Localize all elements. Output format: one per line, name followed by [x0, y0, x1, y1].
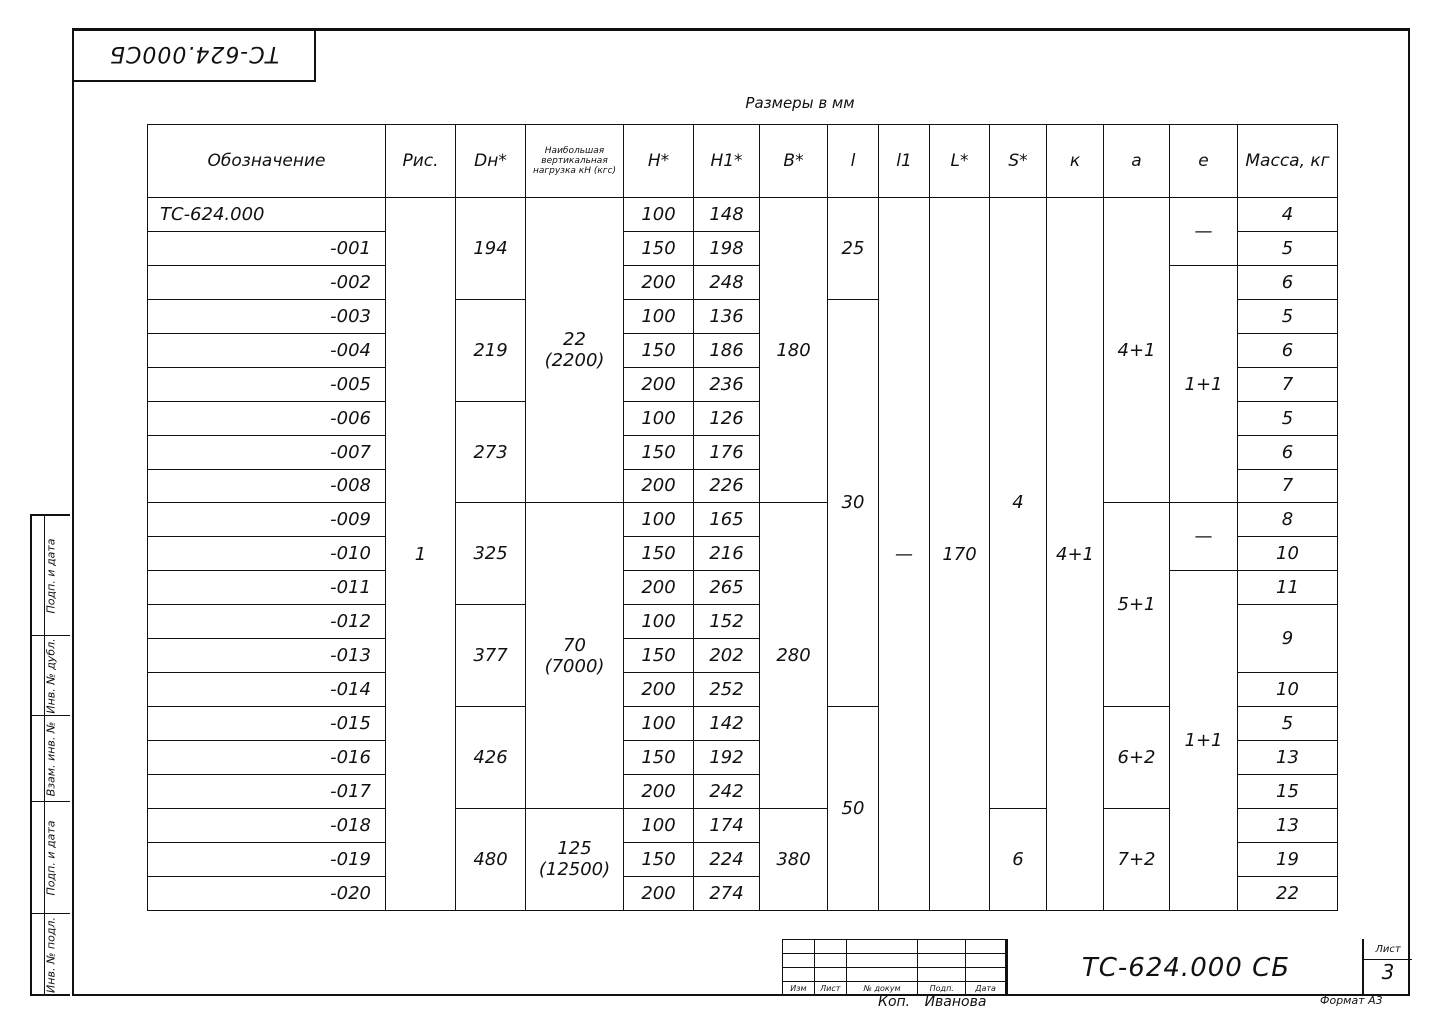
h1-cell: 148: [694, 198, 760, 232]
header-row: [148, 125, 1338, 198]
h-cell: 200: [624, 876, 694, 910]
designation-cell: -008: [148, 469, 386, 503]
mass-cell: 5: [1238, 401, 1338, 435]
h1-cell: 198: [694, 231, 760, 265]
mass-cell: 6: [1238, 435, 1338, 469]
mass-cell: 10: [1238, 537, 1338, 571]
designation-cell: -018: [148, 808, 386, 842]
load-kgs: (12500): [538, 859, 611, 881]
mass-cell: 7: [1238, 469, 1338, 503]
load-kgs: (7000): [544, 655, 605, 677]
header-h1: H1*: [694, 125, 760, 198]
a-cell: 6+2: [1104, 707, 1170, 809]
load-kn: 70: [563, 634, 586, 656]
header-load: Наибольшая вертикальная нагрузка кН (кгс): [526, 125, 624, 198]
header-a: a: [1104, 125, 1170, 198]
header-l1: l1: [879, 125, 930, 198]
designation-cell: -017: [148, 774, 386, 808]
sidebar-label: Подп. и дата: [44, 538, 58, 613]
copied-label: Коп.: [878, 994, 911, 1010]
mass-cell: 7: [1238, 367, 1338, 401]
e-cell: 1+1: [1170, 571, 1238, 911]
mass-cell: 9: [1238, 605, 1338, 673]
designation-cell: -014: [148, 673, 386, 707]
h-cell: 150: [624, 842, 694, 876]
designation-cell: -010: [148, 537, 386, 571]
h-cell: 200: [624, 673, 694, 707]
designation-cell: -006: [148, 401, 386, 435]
dn-cell: 273: [456, 401, 526, 503]
revision-grid: [782, 939, 1006, 996]
designation-cell: ТС-624.000: [148, 198, 386, 232]
mass-cell: 19: [1238, 842, 1338, 876]
h-cell: 150: [624, 333, 694, 367]
rev-col-label: Подп.: [918, 982, 966, 996]
h1-cell: 242: [694, 774, 760, 808]
designation-cell: -004: [148, 333, 386, 367]
h-cell: 150: [624, 639, 694, 673]
h1-cell: 274: [694, 876, 760, 910]
sidebar-label: Подп. и дата: [44, 820, 58, 895]
rev-col-label: № докум: [846, 982, 918, 996]
h-cell: 150: [624, 435, 694, 469]
h-cell: 150: [624, 741, 694, 775]
h1-cell: 176: [694, 435, 760, 469]
h-cell: 200: [624, 571, 694, 605]
h1-cell: 126: [694, 401, 760, 435]
load-kn: 125: [557, 838, 592, 860]
designation-cell: -007: [148, 435, 386, 469]
header-s: S*: [990, 125, 1047, 198]
l-cell: 30: [828, 299, 879, 706]
designation-cell: -012: [148, 605, 386, 639]
h1-cell: 265: [694, 571, 760, 605]
h-cell: 200: [624, 367, 694, 401]
mass-cell: 6: [1238, 333, 1338, 367]
s-cell: 4: [990, 198, 1047, 809]
h1-cell: 136: [694, 299, 760, 333]
k-cell: 4+1: [1047, 198, 1104, 911]
designation-cell: -003: [148, 299, 386, 333]
rev-col-label: Дата: [966, 982, 1006, 996]
b-cell: 280: [760, 503, 828, 808]
h-cell: 150: [624, 537, 694, 571]
table-row: [148, 707, 1338, 741]
sidebar-label: Инв. № дубл.: [44, 637, 58, 714]
top-stamp: [72, 28, 316, 82]
designation-cell: -002: [148, 265, 386, 299]
document-code: ТС-624.000 СБ: [1006, 939, 1364, 996]
sidebar-label: Взам. инв. №: [44, 721, 58, 796]
h-cell: 100: [624, 605, 694, 639]
header-designation: Обозначение: [148, 125, 386, 198]
sheet-number: 3: [1381, 960, 1395, 984]
rev-col-label: Изм: [783, 982, 815, 996]
h1-cell: 248: [694, 265, 760, 299]
copied-by-note: [878, 994, 986, 1010]
load-cell: [526, 808, 624, 910]
e-cell: —: [1170, 198, 1238, 266]
mass-cell: 5: [1238, 707, 1338, 741]
header-dn: Dн*: [456, 125, 526, 198]
rev-col-label: Лист: [814, 982, 846, 996]
sidebar-divider: [30, 514, 45, 996]
header-l: l: [828, 125, 879, 198]
a-cell: 4+1: [1104, 198, 1170, 503]
h-cell: 100: [624, 401, 694, 435]
designation-cell: -011: [148, 571, 386, 605]
mass-cell: 8: [1238, 503, 1338, 537]
h1-cell: 236: [694, 367, 760, 401]
sheet-label: Лист: [1364, 941, 1412, 960]
h1-cell: 216: [694, 537, 760, 571]
dn-cell: 325: [456, 503, 526, 605]
h-cell: 150: [624, 231, 694, 265]
h-cell: 200: [624, 774, 694, 808]
dn-cell: 219: [456, 299, 526, 401]
h1-cell: 186: [694, 333, 760, 367]
designation-cell: -013: [148, 639, 386, 673]
h1-cell: 226: [694, 469, 760, 503]
header-e: e: [1170, 125, 1238, 198]
h1-cell: 202: [694, 639, 760, 673]
specification-table: [147, 124, 1338, 911]
e-cell: —: [1170, 503, 1238, 571]
h1-cell: 224: [694, 842, 760, 876]
h-cell: 100: [624, 198, 694, 232]
sidebar-label: Инв. № подл.: [44, 917, 58, 993]
a-cell: 7+2: [1104, 808, 1170, 910]
mass-cell: 13: [1238, 808, 1338, 842]
table-row: [148, 198, 1338, 232]
designation-cell: -001: [148, 231, 386, 265]
fig-cell: 1: [386, 198, 456, 911]
l-cell: 50: [828, 707, 879, 911]
L-cell: 170: [930, 198, 990, 911]
dn-cell: 377: [456, 605, 526, 707]
mass-cell: 15: [1238, 774, 1338, 808]
dn-cell: 426: [456, 707, 526, 809]
header-b: B*: [760, 125, 828, 198]
h1-cell: 192: [694, 741, 760, 775]
mass-cell: 13: [1238, 741, 1338, 775]
h1-cell: 174: [694, 808, 760, 842]
s-cell: 6: [990, 808, 1047, 910]
mass-cell: 4: [1238, 198, 1338, 232]
designation-cell: -015: [148, 707, 386, 741]
designation-cell: -016: [148, 741, 386, 775]
h1-cell: 152: [694, 605, 760, 639]
designation-cell: -005: [148, 367, 386, 401]
h1-cell: 252: [694, 673, 760, 707]
h-cell: 100: [624, 503, 694, 537]
copier-name: Иванова: [924, 994, 987, 1010]
mass-cell: 11: [1238, 571, 1338, 605]
e-cell: 1+1: [1170, 265, 1238, 503]
sheet-box: [1362, 939, 1412, 996]
title-block: [782, 939, 1410, 996]
dimensions-caption: Размеры в мм: [745, 94, 855, 112]
header-h: H*: [624, 125, 694, 198]
h-cell: 200: [624, 469, 694, 503]
header-mass: Масса, кг: [1238, 125, 1338, 198]
load-cell: [526, 198, 624, 503]
header-k: к: [1047, 125, 1104, 198]
h-cell: 200: [624, 265, 694, 299]
load-kn: 22: [563, 329, 586, 351]
load-cell: [526, 503, 624, 808]
designation-cell: -020: [148, 876, 386, 910]
designation-cell: -009: [148, 503, 386, 537]
h1-cell: 142: [694, 707, 760, 741]
header-L: L*: [930, 125, 990, 198]
header-fig: Рис.: [386, 125, 456, 198]
mass-cell: 5: [1238, 231, 1338, 265]
load-kgs: (2200): [544, 350, 605, 372]
mass-cell: 10: [1238, 673, 1338, 707]
l-cell: 25: [828, 198, 879, 300]
designation-cell: -019: [148, 842, 386, 876]
table-row: [148, 808, 1338, 842]
h-cell: 100: [624, 299, 694, 333]
a-cell: 5+1: [1104, 503, 1170, 707]
dn-cell: 194: [456, 198, 526, 300]
mass-cell: 5: [1238, 299, 1338, 333]
l1-cell: —: [879, 198, 930, 911]
b-cell: 180: [760, 198, 828, 503]
table-row: [148, 503, 1338, 537]
mass-cell: 6: [1238, 265, 1338, 299]
b-cell: 380: [760, 808, 828, 910]
stamp-code: ТС-624.000СБ: [108, 41, 280, 67]
h-cell: 100: [624, 808, 694, 842]
mass-cell: 22: [1238, 876, 1338, 910]
h-cell: 100: [624, 707, 694, 741]
dn-cell: 480: [456, 808, 526, 910]
h1-cell: 165: [694, 503, 760, 537]
format-note: Формат А3: [1320, 994, 1383, 1007]
